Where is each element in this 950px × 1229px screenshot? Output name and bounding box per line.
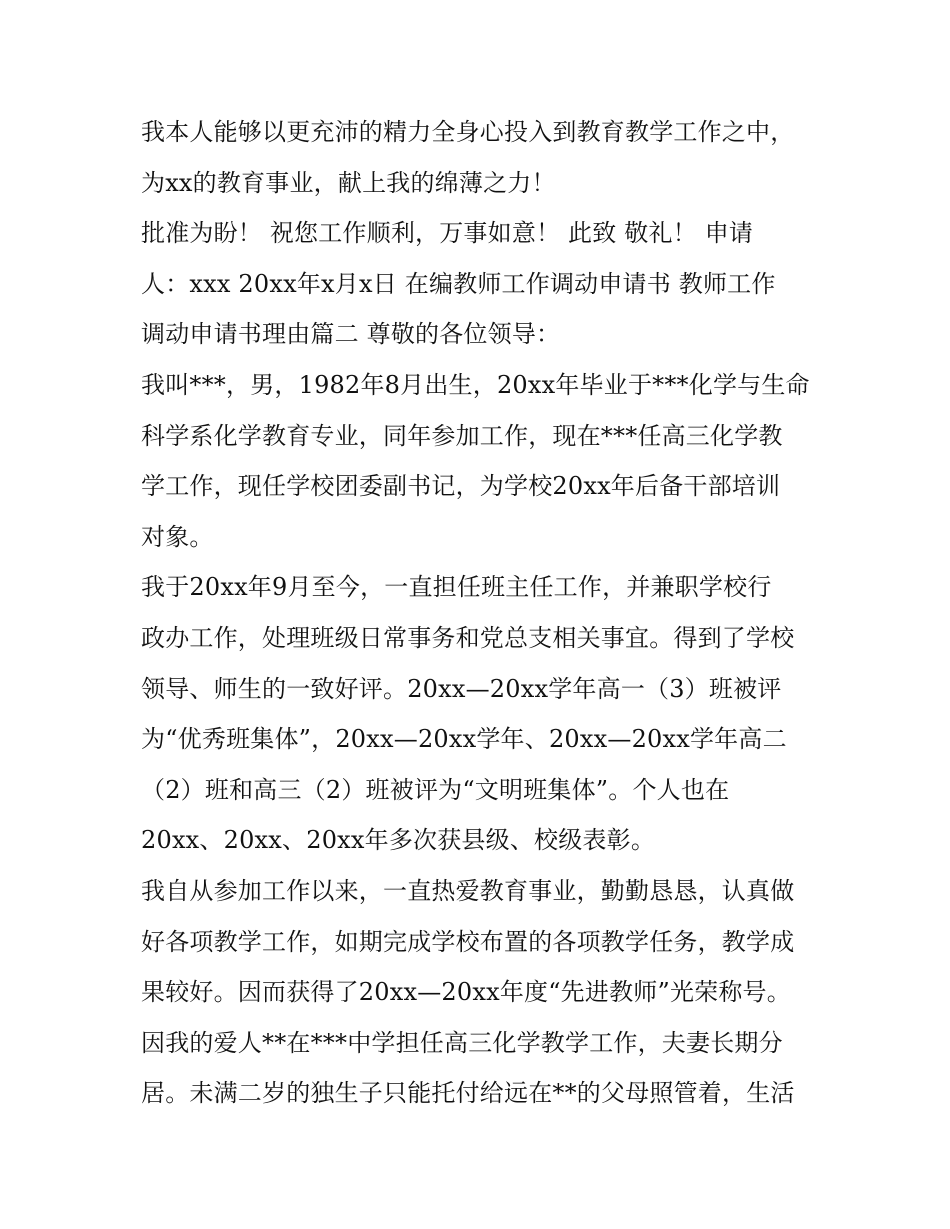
text-line: 果较好。因而获得了20xx—20xx年度“先进教师”光荣称号。: [141, 978, 791, 1007]
text-line: 批准为盼！ 祝您工作顺利，万事如意！ 此致 敬礼！ 申请: [141, 219, 754, 248]
text-line: 我叫***，男，1982年8月出生，20xx年毕业于***化学与生命: [141, 370, 810, 399]
text-line: 对象。: [141, 522, 214, 551]
text-line: 为“优秀班集体”，20xx—20xx学年、20xx—20xx学年高二: [141, 725, 787, 754]
text-line: 我自从参加工作以来，一直热爱教育事业，勤勤恳恳，认真做: [141, 876, 795, 905]
text-line: 人：xxx 20xx年x月x日 在编教师工作调动申请书 教师工作: [141, 269, 776, 298]
text-line: 领导、师生的一致好评。20xx—20xx学年高一（3）班被评: [141, 674, 782, 703]
text-line: 我本人能够以更充沛的精力全身心投入到教育教学工作之中，: [141, 118, 795, 146]
text-line: 调动申请书理由篇二 尊敬的各位领导：: [141, 320, 561, 349]
text-line: 我于20xx年9月至今，一直担任班主任工作，并兼职学校行: [141, 573, 772, 602]
text-line: 居。未满二岁的独生子只能托付给远在**的父母照管着，生活: [141, 1079, 795, 1108]
text-line: 科学系化学教育专业，同年参加工作，现在***任高三化学教: [141, 421, 783, 450]
text-line: 为xx的教育事业，献上我的绵薄之力！: [141, 168, 556, 197]
text-line: 好各项教学工作，如期完成学校布置的各项教学任务，教学成: [141, 927, 795, 956]
text-line: （2）班和高三（2）班被评为“文明班集体”。个人也在: [141, 775, 730, 804]
text-line: 20xx、20xx、20xx年多次获县级、校级表彰。: [141, 826, 656, 855]
text-line: 政办工作，处理班级日常事务和党总支相关事宜。得到了学校: [141, 623, 795, 652]
text-line: 学工作，现任学校团委副书记，为学校20xx年后备干部培训: [141, 472, 781, 501]
document-body: [141, 107, 821, 1119]
text-line: 因我的爱人**在***中学担任高三化学教学工作，夫妻长期分: [141, 1028, 783, 1057]
